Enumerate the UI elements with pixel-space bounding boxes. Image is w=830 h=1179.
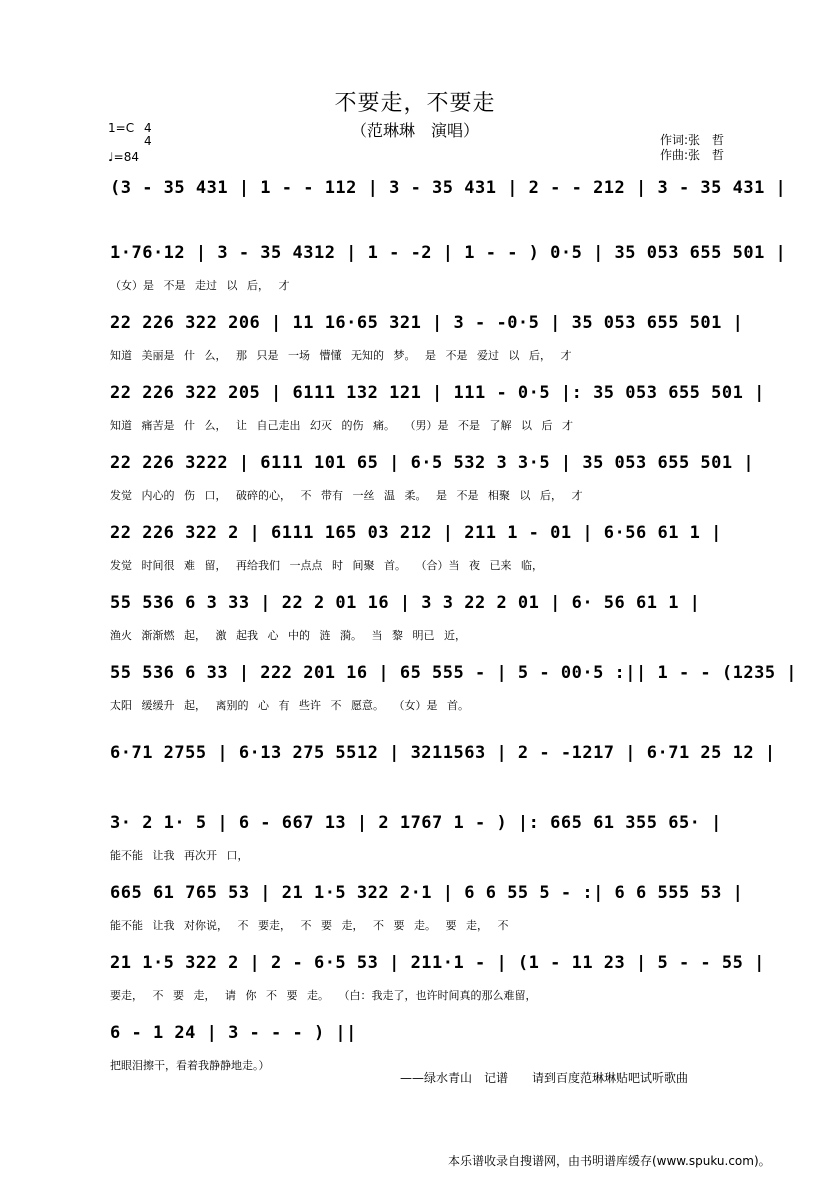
tempo-mark: ♩=84 xyxy=(108,150,139,164)
lyric-line: 知道 痛苦是 什 么， 让 自己走出 幻灭 的伤 痛。 （男）是 不是 了解 以 后 才 xyxy=(110,419,573,432)
lyric-line: 发觉 内心的 伤 口， 破碎的心， 不 带有 一丝 温 柔。 是 不是 相聚 以 后， 才 xyxy=(110,489,583,502)
credits xyxy=(660,133,724,163)
lyric-line: 知道 美丽是 什 么， 那 只是 一场 懵懂 无知的 梦。 是 不是 爱过 以 后， 才 xyxy=(110,349,572,362)
composer: 作曲:张 哲 xyxy=(660,148,725,162)
notation-line: 665 61 765 53 | 21 1·5 322 2·1 | 6 6 55 5 - :| 6 6 555 53 | xyxy=(110,883,744,903)
notation-line: 3· 2 1· 5 | 6 - 667 13 | 2 1767 1 - ) |: 665 61 355 65· | xyxy=(110,813,722,833)
lyric-line: 把眼泪擦干，看着我静静地走。） xyxy=(110,1059,270,1072)
song-title: 不要走，不要走 xyxy=(334,91,496,116)
lyric-line: （女）是 不是 走过 以 后， 才 xyxy=(110,279,290,292)
notation-line: 22 226 322 2 | 6111 165 03 212 | 211 1 - 01 | 6·56 61 1 | xyxy=(110,523,722,543)
song-subtitle: （范琳琳 演唱） xyxy=(350,121,479,140)
notation-line: 22 226 3222 | 6111 101 65 | 6·5 532 3 3·5 | 35 053 655 501 | xyxy=(110,453,755,473)
notation-line: (3 - 35 431 | 1 - - 112 | 3 - 35 431 | 2 - - 212 | 3 - 35 431 | xyxy=(110,178,787,198)
lyricist: 作词:张 哲 xyxy=(660,133,725,147)
notation-line: 1·76·12 | 3 - 35 4312 | 1 - -2 | 1 - - ) 0·5 | 35 053 655 501 | xyxy=(110,243,787,263)
source-note: 本乐谱收录自搜谱网，由书明谱库缓存(www.spuku.com)。 xyxy=(448,1154,771,1168)
lyric-line: 渔火 渐渐燃 起， 激 起我 心 中的 涟 漪。 当 黎 明已 近， xyxy=(110,629,466,642)
lyric-line: 能不能 让我 对你说， 不 要走， 不 要 走， 不 要 走。 要 走， 不 xyxy=(110,919,509,932)
notation-line: 55 536 6 3 33 | 22 2 01 16 | 3 3 22 2 01 | 6· 56 61 1 | xyxy=(110,593,701,613)
lyric-line: 太阳 缓缓升 起， 离别的 心 有 些许 不 愿意。 （女）是 首。 xyxy=(110,699,469,712)
transcriber-credit: ——绿水青山 记谱 请到百度范琳琳贴吧试听歌曲 xyxy=(400,1071,689,1085)
notation-line: 22 226 322 206 | 11 16·65 321 | 3 - -0·5 | 35 053 655 501 | xyxy=(110,313,744,333)
time-top: 4 xyxy=(144,121,152,135)
notation-line: 22 226 322 205 | 6111 132 121 | 111 - 0·5 |: 35 053 655 501 | xyxy=(110,383,765,403)
key-label: 1=C xyxy=(108,121,135,135)
notation-line: 6 - 1 24 | 3 - - - ) || xyxy=(110,1023,357,1043)
notation-line: 6·71 2755 | 6·13 275 5512 | 3211563 | 2 - -1217 | 6·71 25 12 | xyxy=(110,743,776,763)
key-signature xyxy=(108,121,152,148)
lyric-line: 发觉 时间很 难 留， 再给我们 一点点 时 间聚 首。 （合）当 夜 已来 临， xyxy=(110,559,543,572)
lyric-line: 要走， 不 要 走， 请 你 不 要 走。 （白：我走了，也许时间真的那么难留， xyxy=(110,989,537,1002)
notation-line: 21 1·5 322 2 | 2 - 6·5 53 | 211·1 - | (1 - 11 23 | 5 - - 55 | xyxy=(110,953,765,973)
lyric-line: 能不能 让我 再次开 口， xyxy=(110,849,249,862)
time-signature xyxy=(144,122,152,148)
notation-line: 55 536 6 33 | 222 201 16 | 65 555 - | 5 - 00·5 :|| 1 - - (1235 | xyxy=(110,663,798,683)
time-bottom: 4 xyxy=(144,134,152,148)
